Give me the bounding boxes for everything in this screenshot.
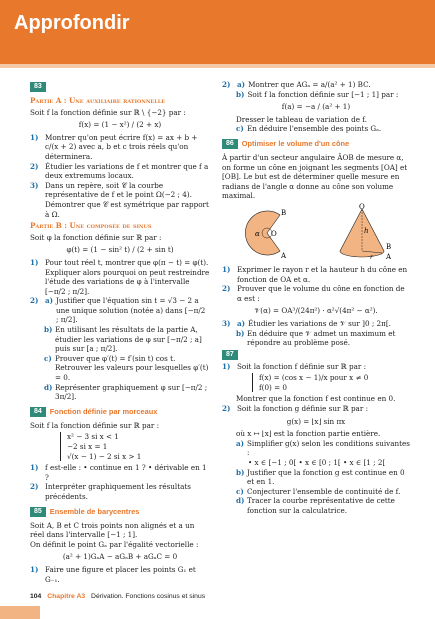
ex83-q3: Dans un repère, soit 𝒞 la courbe représentative de f et le point Ω(−2 ; 4). Démontrer que 𝒞 est symétrique par rapport à Ω.: [45, 180, 209, 219]
ex83-b2d: Représenter graphiquement φ sur [−π/2 ; 3π/2].: [55, 382, 208, 402]
ex87-formula: g(x) = ⌊x⌋ sin πx: [286, 416, 346, 426]
exercise-number: 84: [30, 407, 46, 417]
ex86-title: Optimiser le volume d'un cône: [241, 139, 350, 149]
chapter-label: Chapitre A3: [47, 593, 86, 600]
part-b-title: Partie B : Une composée de sinus: [30, 221, 152, 231]
ex85-title: Ensemble de barycentres: [49, 506, 140, 516]
ex87-def: [252, 373, 410, 392]
header-stripe: [0, 64, 435, 68]
ex85-formula: (a² + 1)GₐA − aGₐB + aGₐC = 0: [62, 552, 178, 562]
exercise-number: 86: [222, 139, 238, 149]
ex83-formula: f(x) = (1 − x²) / (2 + x): [78, 120, 162, 130]
ex83-b2b: En utilisant les résultats de la partie A, étudier les variations de φ sur [−π/2 ; a] puis sur [a ; π/2].: [55, 325, 202, 354]
ex85-q2a: Montrer que AGₐ = a/(a² + 1) BC.: [248, 80, 371, 89]
ex85-q2b2: Dresser le tableau de variation de f.: [236, 114, 367, 124]
ex84-case1: x² − 3 si x < 1: [67, 432, 119, 442]
ex86-q2: Prouver que le volume du cône en fonction de α est :: [237, 284, 405, 303]
right-column: 2) a) Montrer que AGₐ = a/(a² + 1) BC. b) Soit f la fonction définie sur [−1 ; 1] par : f(a) = −a / (a² + 1) Dresser le tableau de variation de f. c) En déduire l'ensemble des points Gₐ. 86 Optimiser le volume d'un cône À partir d'un secteur angulaire ÂOB de mesure α, on forme un cône en joignant les segments [OA] et [OB]. Le but est de déterminer quelle mesure en radians de l'angle α donne au cône son volume maximal. B A O α O h r B A 1) Exprimer le rayon r et la hauteur h du cône en fonction de OA et α. 2) Prouver que le volume du cône en fonction de α est : 𝒱(α) = OA³/(24π²) · α²√(4π² − α²). 3) a) Étudier les variations de 𝒱 sur ]0 ; 2π[. b) En déduire que 𝒱 admet un maximum et répondre au problème posé. 87 1) Soit la fonction f définie sur ℝ par : f(x) = (cos x − 1)/x pour x ≠ 0 f(0) = 0 Montrer que la fonction f est continue en 0. 2) Soit la fonction g définie sur ℝ par : g(x) = ⌊x⌋ sin πx où x ↦ ⌊x⌋ est la fonction partie entière. a) Simplifier g(x) selon les conditions suivantes : • x ∈ [−1 ; 0[ • x ∈ [0 ; 1[ • x ∈ [1 ; 2[ b) Justifier que la fonction g est continue en 0 et en 1. c) Conjecturer l'ensemble de continuité de f. d) Tracer la courbe représentative de cette fonction sur la calculatrice.: [222, 80, 410, 515]
ex87-q1b: Montrer que la fonction f est continue en 0.: [236, 394, 396, 404]
ex83-b2c: Prouver que φ′(t) = f′(sin t) cos t. Retrouver les valeurs pour lesquelles φ′(t) = 0.: [55, 353, 209, 383]
ex84-case3: √(x − 1) − 2 si x > 1: [67, 451, 142, 461]
ex86-q3b: En déduire que 𝒱 admet un maximum et répondre au problème posé.: [247, 328, 396, 348]
ex87-q2b: Justifier que la fonction g est continue en 0 et en 1.: [247, 467, 405, 487]
cone-diagram: [222, 203, 410, 263]
label-b1: B: [281, 208, 287, 217]
ex83-q2: Étudier les variations de f et montrer que f a deux extremums locaux.: [45, 161, 209, 181]
page-title: Approfondir: [14, 12, 130, 34]
ex86-q3a: Étudier les variations de 𝒱 sur ]0 ; 2π[.: [248, 318, 391, 328]
ex83-intro-b: Soit φ la fonction définie sur ℝ par :: [30, 232, 162, 242]
piecewise-def: [60, 432, 210, 461]
header-banner: [0, 0, 435, 64]
ex87-q2a-items: • x ∈ [−1 ; 0[ • x ∈ [0 ; 1[ • x ∈ [1 ; 2[: [248, 458, 386, 468]
ex84-title: Fonction définie par morceaux: [49, 407, 158, 417]
ex84-q1: f est-elle : • continue en 1 ? • dérivable en 1 ?: [45, 463, 207, 482]
ex85-q2b: Soit f la fonction définie sur [−1 ; 1] par :: [247, 89, 399, 99]
ex87-q2intro: où x ↦ ⌊x⌋ est la fonction partie entière.: [236, 429, 381, 439]
ex85-q1: Faire une figure et placer les points G₁ et G₋₁.: [45, 564, 196, 584]
ex83-intro: Soit f la fonction définie sur ℝ \ {−2} par :: [30, 107, 186, 117]
ex87-q1: Soit la fonction f définie sur ℝ par :: [237, 361, 367, 371]
label-o1: O: [271, 229, 277, 238]
ex87-q2a: Simplifier g(x) selon les conditions suivantes :: [247, 438, 410, 458]
ex85-q2c: En déduire l'ensemble des points Gₐ.: [247, 124, 382, 134]
ex84-case2: −2 si x = 1: [67, 442, 108, 451]
ex87-q2: Soit la fonction g définie sur ℝ par :: [237, 404, 368, 414]
ex84-q2: Interpréter graphiquement les résultats précédents.: [45, 482, 191, 501]
label-o2: O: [359, 202, 365, 211]
exercise-number: 83: [30, 82, 46, 92]
ex87-case1: f(x) = (cos x − 1)/x pour x ≠ 0: [259, 373, 369, 383]
chapter-title: Dérivation. Fonctions cosinus et sinus: [91, 593, 206, 600]
ex85-formula-f: f(a) = −a / (a² + 1): [281, 102, 351, 112]
ex87-case2: f(0) = 0: [259, 382, 288, 392]
ex83-b2a: Justifier que l'équation sin t = √3 − 2 a une unique solution (notée a) dans [−π/2 ; π/2].: [56, 296, 206, 325]
label-a2: A: [386, 252, 392, 261]
page-footer: [30, 593, 205, 600]
ex86-formula: 𝒱(α) = OA³/(24π²) · α²√(4π² − α²).: [254, 306, 378, 316]
label-h: h: [364, 226, 369, 235]
ex85-intro2: On définit le point Gₐ par l'égalité vectorielle :: [30, 539, 199, 549]
ex87-q2c: Conjecturer l'ensemble de continuité de f.: [247, 486, 401, 496]
exercise-number: 87: [222, 350, 238, 360]
ex83-b1: Pour tout réel t, montrer que φ(π − t) = φ(t). Expliquer alors pourquoi on peut restreindre l'étude des variations de φ à l'intervalle [−π/2 ; π/2].: [45, 257, 210, 296]
ex86-q1: Exprimer le rayon r et la hauteur h du cône en fonction de OA et α.: [237, 264, 408, 284]
left-column: 83 Partie A : Une auxiliaire rationnelle Soit f la fonction définie sur ℝ \ {−2} par : f(x) = (1 − x²) / (2 + x) 1) Montrer qu'on peut écrire f(x) = ax + b + c/(x + 2) avec a, b et c trois réels qu'on déterminera. 2) Étudier les variations de f et montrer que f a deux extremums locaux. 3) Dans un repère, soit 𝒞 la courbe représentative de f et le point Ω(−2 ; 4). Démontrer que 𝒞 est symétrique par rapport à Ω. Partie B : Une composée de sinus Soit φ la fonction définie sur ℝ par : φ(t) = (1 − sin² t) / (2 + sin t) 1) Pour tout réel t, montrer que φ(π − t) = φ(t). Expliquer alors pourquoi on peut restreindre l'étude des variations de φ à l'intervalle [−π/2 ; π/2]. 2) a) Justifier que l'équation sin t = √3 − 2 a une unique solution (notée a) dans [−π/2 ; π/2]. b) En utilisant les résultats de la partie A, étudier les variations de φ sur [−π/2 ; a] puis sur [a ; π/2]. c) Prouver que φ′(t) = f′(sin t) cos t. Retrouver les valeurs pour lesquelles φ′(t) = 0. d) Représenter graphiquement φ sur [−π/2 ; 3π/2]. 84 Fonction définie par morceaux Soit f la fonction définie sur ℝ par : x² − 3 si x < 1 −2 si x = 1 √(x − 1) − 2 si x > 1 1) f est-elle : • continue en 1 ? • dérivable en 1 ? 2) Interpréter graphiquement les résultats précédents. 85 Ensemble de barycentres Soit A, B et C trois points non alignés et a un réel dans l'intervalle [−1 ; 1]. On définit le point Gₐ par l'égalité vectorielle : (a² + 1)GₐA − aGₐB + aGₐC = 0 1) Faire une figure et placer les points G₁ et G₋₁.: [30, 83, 210, 584]
ex84-intro: Soit f la fonction définie sur ℝ par :: [30, 420, 160, 430]
label-b2: B: [386, 242, 392, 251]
label-alpha: α: [255, 229, 260, 238]
ex83-formula-b: φ(t) = (1 − sin² t) / (2 + sin t): [66, 245, 174, 255]
page-number: 104: [30, 593, 42, 600]
cone-figures: [222, 203, 410, 263]
ex85-intro: Soit A, B et C trois points non alignés et a un réel dans l'intervalle [−1 ; 1].: [30, 520, 195, 540]
part-a-title: Partie A : Une auxiliaire rationnelle: [30, 96, 166, 105]
exercise-number: 85: [30, 507, 46, 517]
ex83-q1: Montrer qu'on peut écrire f(x) = ax + b + c/(x + 2) avec a, b et c trois réels qu'on déterminera.: [45, 132, 198, 161]
label-a1: A: [281, 251, 287, 260]
ex86-intro: À partir d'un secteur angulaire ÂOB de mesure α, on forme un cône en joignant les segments [OA] et [OB]. Le but est de déterminer quelle mesure en radians de l'angle α donne au cône son volume maximal.: [222, 152, 408, 201]
label-r: r: [370, 253, 373, 261]
ex87-q2d: Tracer la courbe représentative de cette fonction sur la calculatrice.: [247, 496, 395, 515]
footer-accent: [0, 606, 40, 619]
